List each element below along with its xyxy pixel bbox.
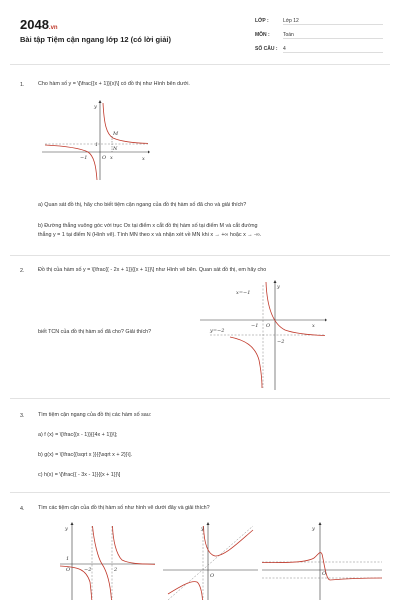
meta-value: Toán	[283, 32, 383, 39]
axis-label-y: y	[201, 526, 204, 532]
question-text: Tìm tiệm cận ngang của đồ thị các hàm số sau:	[38, 412, 152, 418]
asymptote-label-h: y=−2	[210, 328, 225, 334]
question-part-a: a) f (x) = \[\frac{{x - 1}}{{4x + 1}}\];	[38, 432, 118, 438]
tick-label-y: −2	[277, 339, 285, 345]
origin-label: O	[266, 323, 271, 329]
question-part-b: b) Đường thẳng vuông góc với trục Ox tại điểm x cắt đồ thị hàm số tại điểm M và cắt đường	[38, 223, 258, 229]
question-number: 2.	[20, 268, 25, 274]
tick-label-x: −1	[80, 155, 88, 161]
question-text: Tìm các tiệm cận của đồ thị hàm số như hình vẽ dưới đây và giải thích?	[38, 505, 210, 511]
logo-suffix: .vn	[48, 25, 58, 31]
question-number: 4.	[20, 506, 25, 512]
axis-label-x: x	[142, 156, 145, 162]
tick-label-x: x	[110, 155, 113, 161]
origin-label: O	[322, 571, 327, 577]
tick-label-x: −2	[84, 567, 92, 573]
site-logo[interactable]	[20, 17, 58, 32]
point-n-label: N	[113, 146, 118, 152]
axis-label-y: y	[277, 284, 280, 290]
divider	[10, 492, 390, 493]
origin-label: O	[66, 567, 71, 573]
axis-label-y: y	[312, 526, 315, 532]
q4-graph-1	[60, 522, 155, 600]
question-part-b: b) g(x) = \[\frac{{\sqrt x }}{{\sqrt x + 2}}\].	[38, 452, 133, 458]
divider	[10, 255, 390, 256]
q4-graph-2	[163, 522, 258, 600]
axis-label-x: x	[312, 323, 315, 329]
question-text: Đồ thị của hàm số y = \[\frac{{ - 2x + 1}}{{x + 1}}\] như Hình vẽ bên. Quan sát đồ thị, em hãy cho	[38, 267, 267, 273]
question-text: Cho hàm số y = \[\frac{{x + 1}}{x}\] có đồ thị như Hình bên dưới.	[38, 81, 190, 87]
point-m-label: M	[113, 131, 119, 137]
question-text-cont: biết TCN của đồ thị hàm số đã cho? Giải thích?	[38, 329, 152, 335]
question-number: 3.	[20, 413, 25, 419]
question-part-a: a) Quan sát đồ thị, hãy cho biết tiệm cận ngang của đồ thị hàm số đã cho và giải thích?	[38, 202, 247, 208]
question-part-c: c) h(x) = \[\frac{{ - 3x - 1}}{{x + 1}}\]	[38, 472, 121, 478]
divider	[10, 64, 390, 65]
q2-graph	[200, 280, 330, 390]
q1-graph	[40, 100, 150, 180]
origin-label: O	[210, 573, 215, 579]
asymptote-label-v: x=−1	[236, 290, 251, 296]
question-number: 1.	[20, 82, 25, 88]
origin-label: O	[102, 155, 107, 161]
logo-text: 2048	[20, 17, 49, 32]
question-part-b-cont: thẳng y = 1 tại điểm N (Hình vẽ). Tính MN theo x và nhận xét về MN khi x → +∞ hoặc x → -∞.	[38, 232, 262, 238]
tick-label-y: 1	[66, 556, 70, 562]
meta-label: SỐ CÂU :	[255, 46, 278, 52]
tick-label-x: 2	[114, 567, 118, 573]
page-title: Bài tập Tiệm cận ngang lớp 12 (có lời giải)	[20, 35, 171, 44]
meta-value: Lớp 12	[283, 18, 383, 25]
meta-label: MÔN :	[255, 32, 270, 38]
meta-label: LỚP :	[255, 18, 269, 24]
tick-label-x: −1	[251, 323, 259, 329]
axis-label-y: y	[94, 104, 97, 110]
q4-graph-3	[262, 522, 382, 600]
meta-value: 4	[283, 46, 383, 53]
tick-label-y: 1	[95, 142, 99, 148]
divider	[10, 398, 390, 399]
axis-label-y: y	[65, 526, 68, 532]
